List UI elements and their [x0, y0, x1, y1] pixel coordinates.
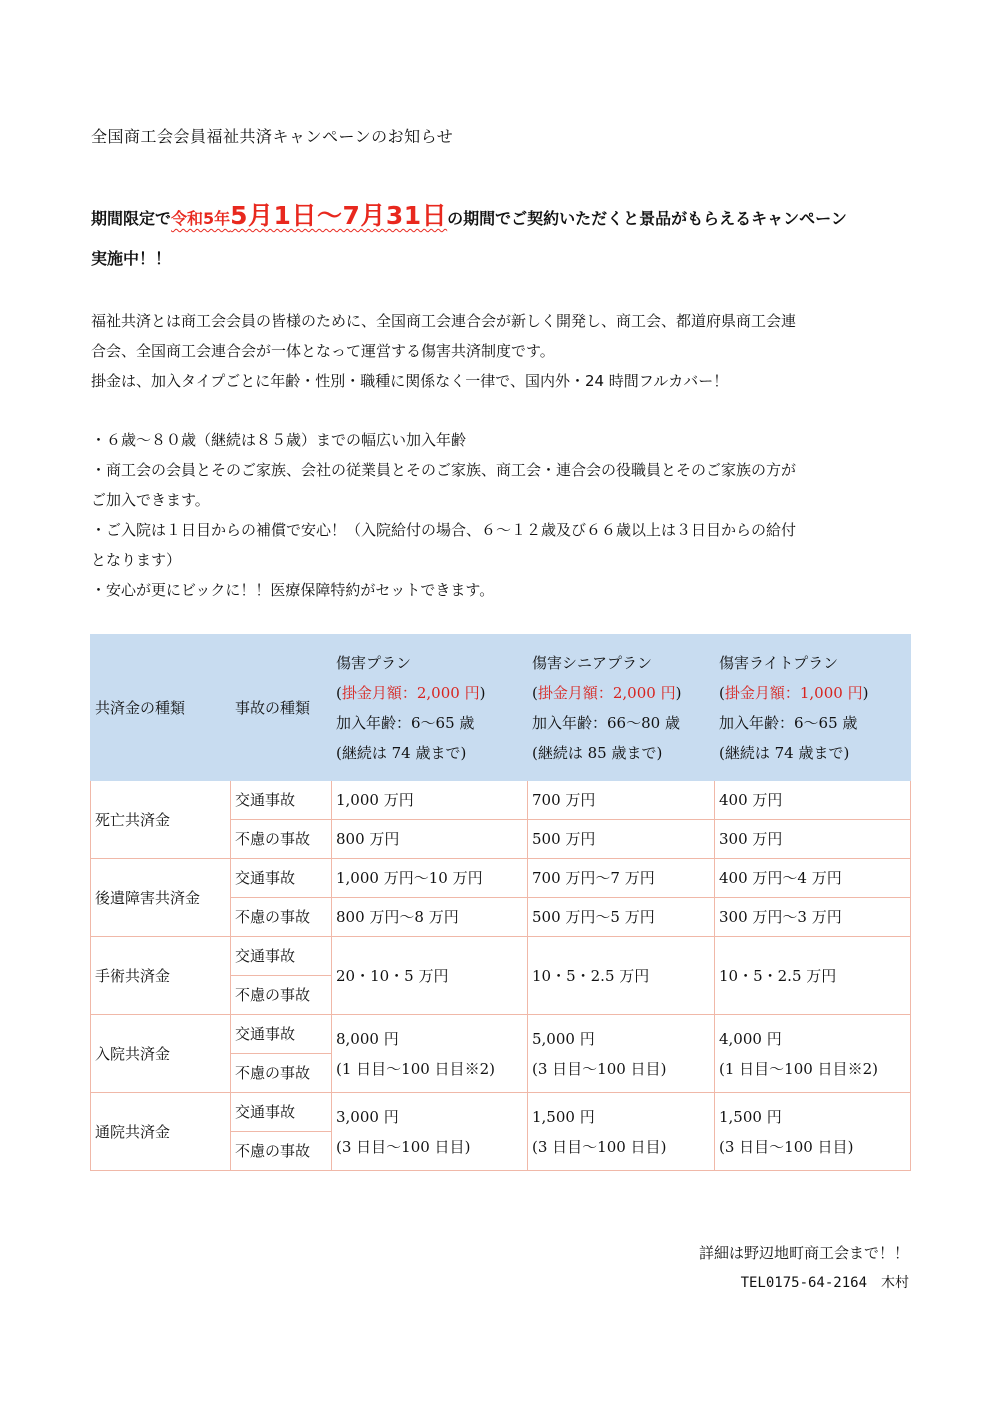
- table-cell: 3,000 円 (3 日目～100 日目): [332, 1093, 528, 1171]
- header-plan-senior: [528, 635, 715, 781]
- plan-name: 傷害ライトプラン: [719, 653, 839, 672]
- table-cell: 700 万円～7 万円: [528, 859, 715, 898]
- plan-renewal: (継続は 85 歳まで): [532, 743, 663, 762]
- header-plan-injury: [332, 635, 528, 781]
- campaign-status: 実施中！！: [91, 249, 172, 268]
- table-cell: 300 万円: [715, 820, 911, 859]
- header-benefit-type: 共済金の種類: [91, 635, 231, 781]
- accident-traffic: 交通事故: [231, 781, 332, 820]
- table-cell: 1,500 円 (3 日目～100 日目): [528, 1093, 715, 1171]
- campaign-suffix: の期間でご契約いただくと景品がもらえるキャンペーン: [447, 209, 847, 228]
- table-cell: 500 万円: [528, 820, 715, 859]
- intro-line: 掛金は、加入タイプごとに年齢・性別・職種に関係なく一律で、国内外・24 時間フルカバー！: [91, 372, 729, 390]
- contact-footer: [699, 1238, 909, 1298]
- table-cell: 400 万円～4 万円: [715, 859, 911, 898]
- campaign-prefix: 期間限定で: [91, 209, 172, 228]
- benefit-hospital: 入院共済金: [91, 1015, 231, 1093]
- table-cell: 4,000 円 (1 日目～100 日目※2): [715, 1015, 911, 1093]
- plan-renewal: (継続は 74 歳まで): [719, 743, 850, 762]
- campaign-announcement: [91, 196, 921, 273]
- table-cell: 500 万円～5 万円: [528, 898, 715, 937]
- table-row: [91, 781, 911, 820]
- accident-traffic: 交通事故: [231, 1093, 332, 1132]
- feature-item: となります）: [91, 551, 182, 569]
- header-plan-light: [715, 635, 911, 781]
- table-cell: 800 万円: [332, 820, 528, 859]
- accident-traffic: 交通事故: [231, 937, 332, 976]
- contact-phone: TEL0175-64-2164 木村: [740, 1275, 909, 1291]
- table-cell: 8,000 円 (1 日目～100 日目※2): [332, 1015, 528, 1093]
- feature-item: ・安心が更にビックに！！医療保障特約がセットできます。: [91, 581, 495, 599]
- benefit-surgery: 手術共済金: [91, 937, 231, 1015]
- feature-item: ・６歳～８０歳（継続は８５歳）までの幅広い加入年齢: [91, 431, 467, 449]
- plan-comparison-table: [90, 634, 911, 1171]
- table-cell: 1,000 万円: [332, 781, 528, 820]
- intro-paragraph: [91, 306, 916, 396]
- feature-item: ご加入できます。: [91, 491, 210, 509]
- plan-premium: (掛金月額：2,000 円): [336, 683, 486, 702]
- campaign-era: 令和5年: [171, 209, 231, 228]
- campaign-dates: 5月1日～7月31日: [230, 201, 448, 230]
- plan-premium: (掛金月額：1,000 円): [719, 683, 869, 702]
- intro-line: 福祉共済とは商工会会員の皆様のために、全国商工会連合会が新しく開発し、商工会、都道府県商工会連: [91, 312, 797, 330]
- plan-age: 加入年齢：6～65 歳: [336, 713, 475, 732]
- accident-other: 不慮の事故: [231, 1054, 332, 1093]
- feature-item: ・商工会の会員とそのご家族、会社の従業員とそのご家族、商工会・連合会の役職員とそのご家族の方が: [91, 461, 797, 479]
- table-cell: 1,500 円 (3 日目～100 日目): [715, 1093, 911, 1171]
- intro-line: 合会、全国商工会連合会が一体となって運営する傷害共済制度です。: [91, 342, 555, 360]
- table-cell: 5,000 円 (3 日目～100 日目): [528, 1015, 715, 1093]
- table-cell: 10・5・2.5 万円: [528, 937, 715, 1015]
- table-row: [91, 937, 911, 976]
- accident-traffic: 交通事故: [231, 859, 332, 898]
- plan-age: 加入年齢：66～80 歳: [532, 713, 680, 732]
- table-header-row: [91, 635, 911, 781]
- feature-item: ・ご入院は１日目からの補償で安心！（入院給付の場合、６～１２歳及び６６歳以上は３日目からの給付: [91, 521, 797, 539]
- table-cell: 400 万円: [715, 781, 911, 820]
- table-cell: 300 万円～3 万円: [715, 898, 911, 937]
- page-heading: 全国商工会会員福祉共済キャンペーンのお知らせ: [91, 127, 454, 146]
- table-cell: 10・5・2.5 万円: [715, 937, 911, 1015]
- table-cell: 700 万円: [528, 781, 715, 820]
- table-cell: 800 万円～8 万円: [332, 898, 528, 937]
- plan-age: 加入年齢：6～65 歳: [719, 713, 858, 732]
- accident-other: 不慮の事故: [231, 820, 332, 859]
- plan-renewal: (継続は 74 歳まで): [336, 743, 467, 762]
- benefit-disability: 後遺障害共済金: [91, 859, 231, 937]
- benefit-outpatient: 通院共済金: [91, 1093, 231, 1171]
- accident-other: 不慮の事故: [231, 976, 332, 1015]
- header-accident-type: 事故の種類: [231, 635, 332, 781]
- plan-name: 傷害プラン: [336, 653, 412, 672]
- table-row: [91, 1015, 911, 1054]
- table-cell: 1,000 万円～10 万円: [332, 859, 528, 898]
- feature-list: [91, 425, 916, 605]
- accident-other: 不慮の事故: [231, 898, 332, 937]
- benefit-death: 死亡共済金: [91, 781, 231, 859]
- plan-premium: (掛金月額：2,000 円): [532, 683, 682, 702]
- table-cell: 20・10・5 万円: [332, 937, 528, 1015]
- plan-name: 傷害シニアプラン: [532, 653, 653, 672]
- table-row: [91, 859, 911, 898]
- contact-line: 詳細は野辺地町商工会まで！！: [698, 1244, 909, 1262]
- accident-other: 不慮の事故: [231, 1132, 332, 1171]
- accident-traffic: 交通事故: [231, 1015, 332, 1054]
- table-row: [91, 1093, 911, 1132]
